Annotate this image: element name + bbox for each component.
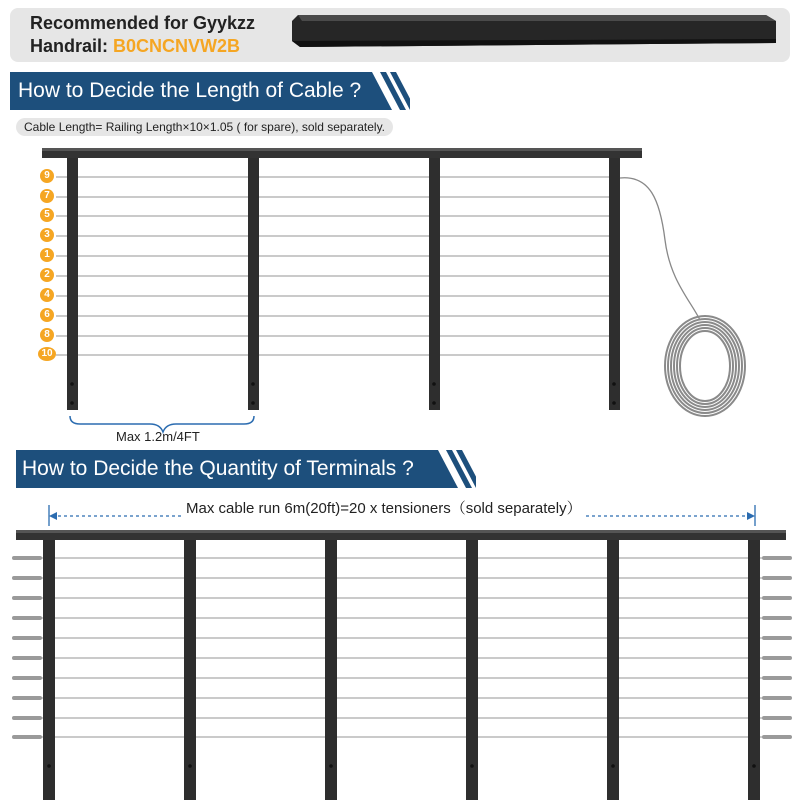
cable-number-badge: 6 — [40, 308, 54, 322]
cable-number-badge: 3 — [40, 228, 54, 242]
max-post-spacing-label: Max 1.2m/4FT — [116, 429, 200, 444]
cable-length-formula: Cable Length= Railing Length×10×1.05 ( for spare), sold separately. — [16, 118, 393, 136]
cable-number-badge: 2 — [40, 268, 54, 282]
cable-number-badge: 5 — [40, 208, 54, 222]
cable-number-badge: 1 — [40, 248, 54, 262]
cable-number-badge: 9 — [40, 169, 54, 183]
cable-number-badge: 7 — [40, 189, 54, 203]
terminals-section-title: How to Decide the Quantity of Terminals ? — [22, 457, 414, 480]
handrail-label: Handrail: — [30, 36, 114, 56]
length-section-title: How to Decide the Length of Cable ? — [18, 79, 362, 102]
recommended-label: Recommended for Gyykzz — [30, 13, 256, 33]
cable-number-badge: 10 — [38, 347, 56, 361]
handrail-code: B0CNCNVW2B — [113, 36, 241, 56]
max-cable-run-label: Max cable run 6m(20ft)=20 x tensioners（sold separately） — [184, 497, 584, 518]
cable-number-badge: 8 — [40, 328, 54, 342]
cable-number-badge: 4 — [40, 288, 54, 302]
